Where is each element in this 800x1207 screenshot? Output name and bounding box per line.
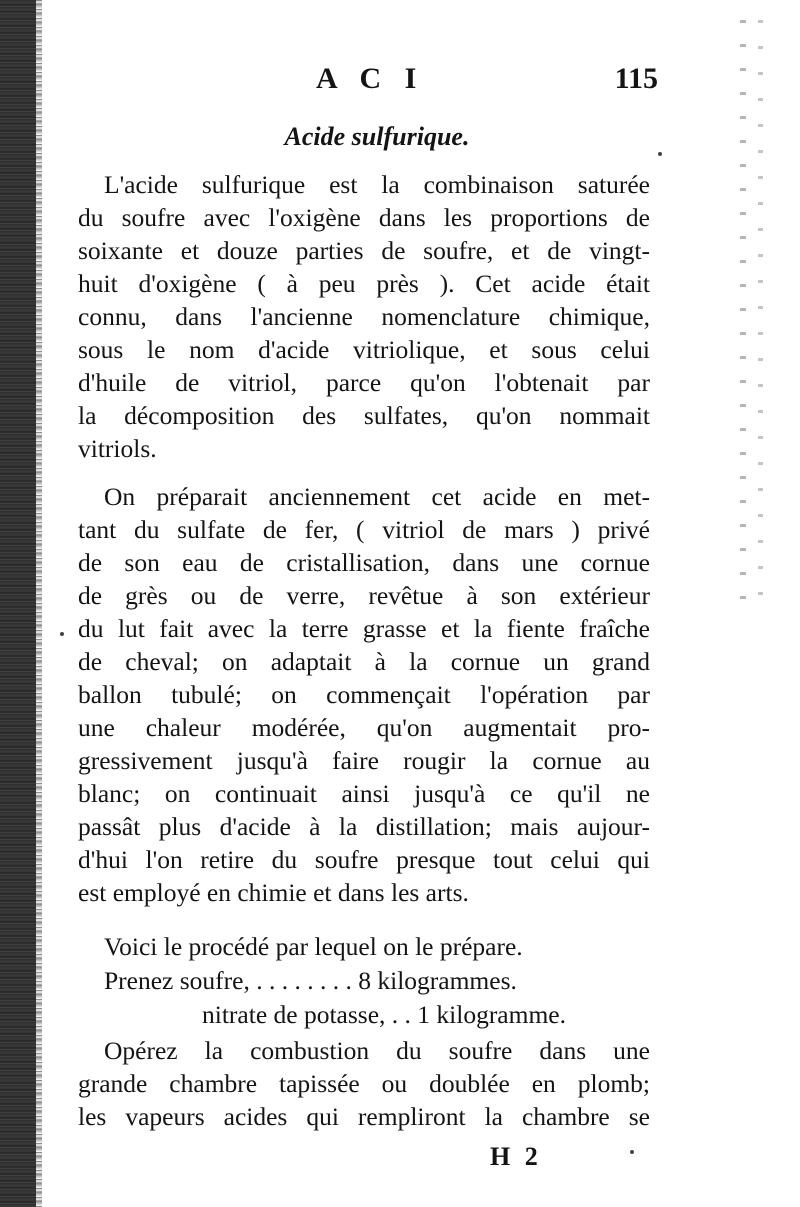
section-title: Acide sulfurique. [284, 122, 470, 151]
signature-mark: H 2 [490, 1142, 542, 1171]
paragraph-4 [78, 1034, 650, 1133]
text-line: est employé en chimie et dans les arts. [78, 878, 469, 907]
text-line: de son eau de cristallisation, dans une cornue [78, 548, 650, 577]
text-line: ballon tubulé; on commençait l'opération par [78, 680, 650, 709]
text-line: Voici le procédé par lequel on le prépare. [104, 932, 523, 961]
text-line: Opérez la combustion du soufre dans une [104, 1036, 650, 1065]
scan-speck [630, 1150, 634, 1154]
text-line: une chaleur modérée, qu'on augmentait pro- [78, 713, 650, 742]
text-line: grande chambre tapissée ou doublée en plomb; [78, 1069, 650, 1098]
text-line: tant du sulfate de fer, ( vitriol de mars ) privé [78, 515, 650, 544]
text-line: de cheval; on adaptait à la cornue un grand [78, 647, 650, 676]
text-line: L'acide sulfurique est la combinaison saturée [104, 170, 650, 199]
text-line: du lut fait avec la terre grasse et la fiente fraîche [78, 614, 650, 643]
recipe-line-soufre: Prenez soufre, . . . . . . . . 8 kilogrammes. [104, 966, 517, 995]
text-line: d'huile de vitriol, parce qu'on l'obtenait par [78, 368, 650, 397]
paragraph-2 [78, 480, 650, 909]
paragraph-1 [78, 168, 650, 465]
page-number: 115 [614, 62, 658, 95]
text-line: les vapeurs acides qui rempliront la chambre se [78, 1102, 650, 1131]
page-binding-edge [0, 0, 38, 1207]
paragraph-3 [78, 930, 650, 1032]
text-line: gressivement jusqu'à faire rougir la cornue au [78, 746, 650, 775]
text-line: d'hui l'on retire du soufre presque tout celui qui [78, 845, 650, 874]
text-line: passât plus d'acide à la distillation; mais aujour- [78, 812, 650, 841]
text-line: la décomposition des sulfates, qu'on nommait [78, 401, 650, 430]
page-header [78, 62, 658, 102]
text-line: On préparait anciennement cet acide en met- [104, 482, 650, 511]
text-line: connu, dans l'ancienne nomenclature chimique, [78, 302, 650, 331]
text-line: de grès ou de verre, revêtue à son extérieur [78, 581, 650, 610]
recipe-line-nitrate: nitrate de potasse, . . 1 kilogramme. [202, 1000, 566, 1029]
text-line: vitriols. [78, 434, 157, 463]
text-line: sous le nom d'acide vitriolique, et sous celui [78, 335, 650, 364]
text-line: huit d'oxigène ( à peu près ). Cet acide était [78, 269, 650, 298]
text-line: blanc; on continuait ainsi jusqu'à ce qu'il ne [78, 779, 650, 808]
scan-margin-marks [738, 20, 778, 600]
scan-speck [60, 632, 64, 636]
scan-speck [658, 152, 662, 156]
running-head: A C I [316, 62, 425, 95]
text-line: du soufre avec l'oxigène dans les proportions de [78, 203, 650, 232]
page-gutter-shadow [36, 0, 42, 1207]
text-line: soixante et douze parties de soufre, et de vingt- [78, 236, 650, 265]
